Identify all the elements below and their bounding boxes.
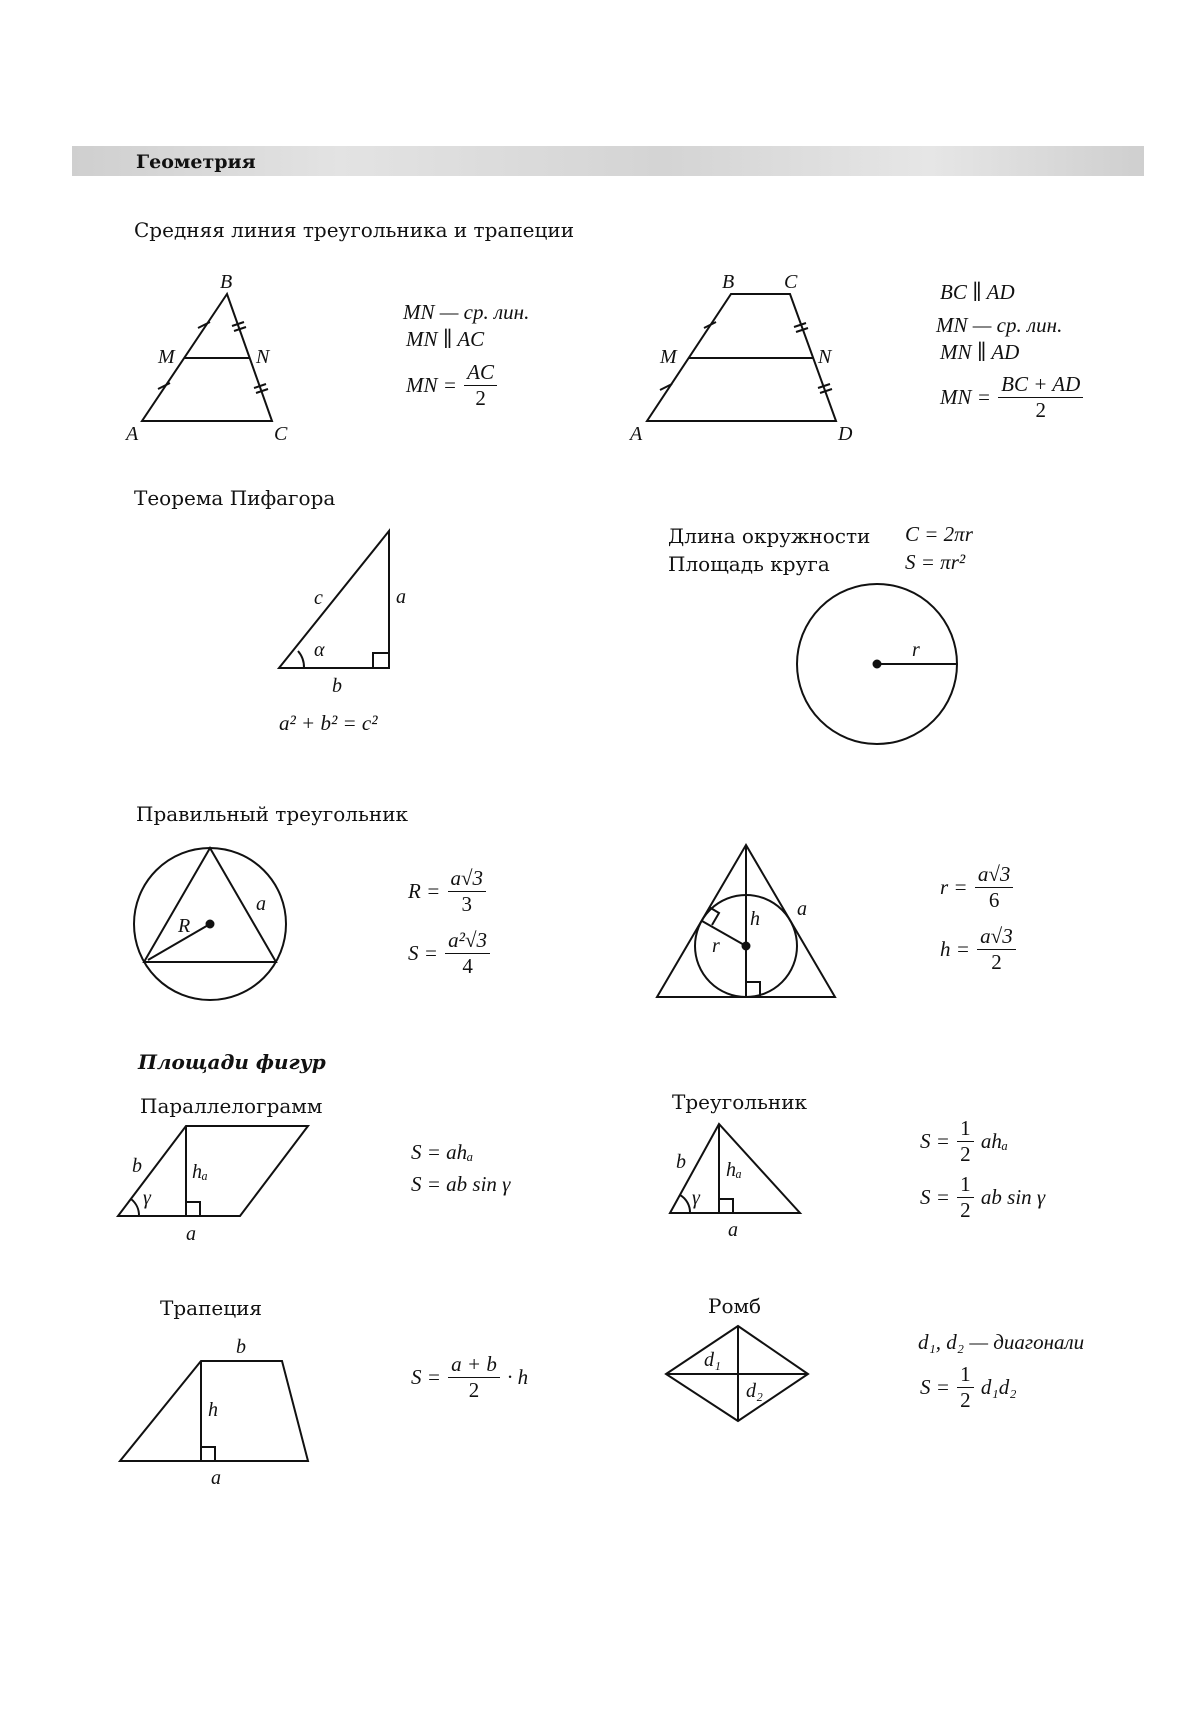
inscribed-circle-figure (657, 845, 835, 997)
pythagoras-triangle-figure (279, 531, 406, 697)
circumscribed-circle-figure (134, 848, 286, 1000)
midline-heading: Средняя линия треугольника и трапеции (134, 218, 575, 242)
label-N: N (818, 346, 832, 368)
trapezoid-midline-parallel: MN ∥ AD (940, 340, 1020, 364)
trapezoid-midline-formula: MN = $\frac{BC + AD}{2}$ (940, 372, 1085, 423)
label-R: R (178, 915, 191, 937)
label-gamma: γ (692, 1187, 700, 1209)
label-a: a (797, 898, 807, 920)
label-gamma: γ (143, 1187, 151, 1209)
triangle-midline-parallel: MN ∥ AC (406, 327, 485, 351)
label-ha: hₐ (192, 1161, 208, 1183)
label-alpha: α (314, 639, 325, 661)
areas-heading: Площади фигур (138, 1050, 326, 1074)
circle-length-formula: C = 2πr (905, 522, 973, 546)
triangle-area-height: S = $\frac{1}{2}$ ahₐ (920, 1116, 1009, 1166)
triangle-area-sine: S = $\frac{1}{2}$ ab sin γ (920, 1172, 1046, 1222)
label-a: a (396, 586, 406, 608)
pythagoras-heading: Теорема Пифагора (134, 486, 336, 510)
label-A: A (126, 423, 139, 445)
circumradius-formula: R = $\frac{a√3}{3}$ (408, 866, 488, 917)
rhombus-figure (666, 1326, 808, 1421)
label-d1: d₁ (704, 1349, 721, 1371)
label-r: r (712, 935, 720, 957)
trapezoid-area-formula: S = $\frac{a + b}{2}$ · h (411, 1352, 529, 1402)
label-N: N (256, 346, 270, 368)
midline-trapezoid-figure (628, 271, 853, 445)
parallelogram-title: Параллелограмм (140, 1094, 323, 1118)
label-D: D (838, 423, 853, 445)
trapezoid-title: Трапеция (160, 1296, 263, 1320)
label-c: c (314, 587, 323, 609)
parallelogram-area-sine: S = ab sin γ (411, 1172, 511, 1196)
rhombus-area-formula: S = $\frac{1}{2}$ d₁d₂ (920, 1362, 1017, 1412)
circle-area-formula: S = πr² (905, 550, 966, 574)
label-h: h (750, 908, 760, 930)
label-b: b (132, 1155, 142, 1177)
label-B: B (722, 271, 735, 293)
label-d2: d₂ (746, 1380, 763, 1402)
label-a: a (211, 1467, 221, 1489)
label-M: M (660, 346, 677, 368)
trapezoid-parallel-bases: BC ∥ AD (940, 280, 1015, 304)
parallelogram-area-height: S = ahₐ (411, 1140, 474, 1164)
area-triangle-figure (670, 1124, 800, 1241)
label-a: a (256, 893, 266, 915)
label-C: C (274, 423, 288, 445)
label-b: b (332, 675, 342, 697)
label-a: a (728, 1219, 738, 1241)
midline-triangle-figure (124, 271, 288, 445)
rhombus-title: Ромб (708, 1294, 762, 1318)
label-C: C (784, 271, 798, 293)
label-b: b (236, 1336, 246, 1358)
regular-triangle-heading: Правильный треугольник (136, 802, 409, 826)
triangle-midline-formula: MN = $\frac{AC}{2}$ (406, 360, 499, 411)
label-b: b (676, 1151, 686, 1173)
triangle-title: Треугольник (672, 1090, 808, 1114)
rhombus-diagonals-def: d₁, d₂ — диагонали (918, 1330, 1085, 1354)
page-title: Геометрия (136, 151, 256, 173)
trapezoid-midline-def: MN — ср. лин. (936, 313, 1063, 337)
triangle-midline-def: MN — ср. лин. (403, 300, 530, 324)
label-A: A (630, 423, 643, 445)
area-trapezoid-figure (120, 1336, 308, 1489)
label-h: h (208, 1399, 218, 1421)
parallelogram-figure (118, 1126, 308, 1245)
label-M: M (158, 346, 175, 368)
label-B: B (220, 271, 233, 293)
label-ha: hₐ (726, 1159, 742, 1181)
height-formula: h = $\frac{a√3}{2}$ (940, 924, 1018, 975)
circle-length-label: Длина окружности (668, 524, 871, 548)
label-a: a (186, 1223, 196, 1245)
pythagoras-formula: a² + b² = c² (279, 711, 378, 735)
label-r: r (912, 639, 920, 661)
regular-triangle-area-formula: S = $\frac{\text{a²√3}}{4}$ (408, 928, 492, 979)
inradius-formula: r = $\frac{a√3}{6}$ (940, 862, 1015, 913)
circle-figure (797, 584, 957, 744)
circle-area-label: Площадь круга (668, 552, 830, 576)
